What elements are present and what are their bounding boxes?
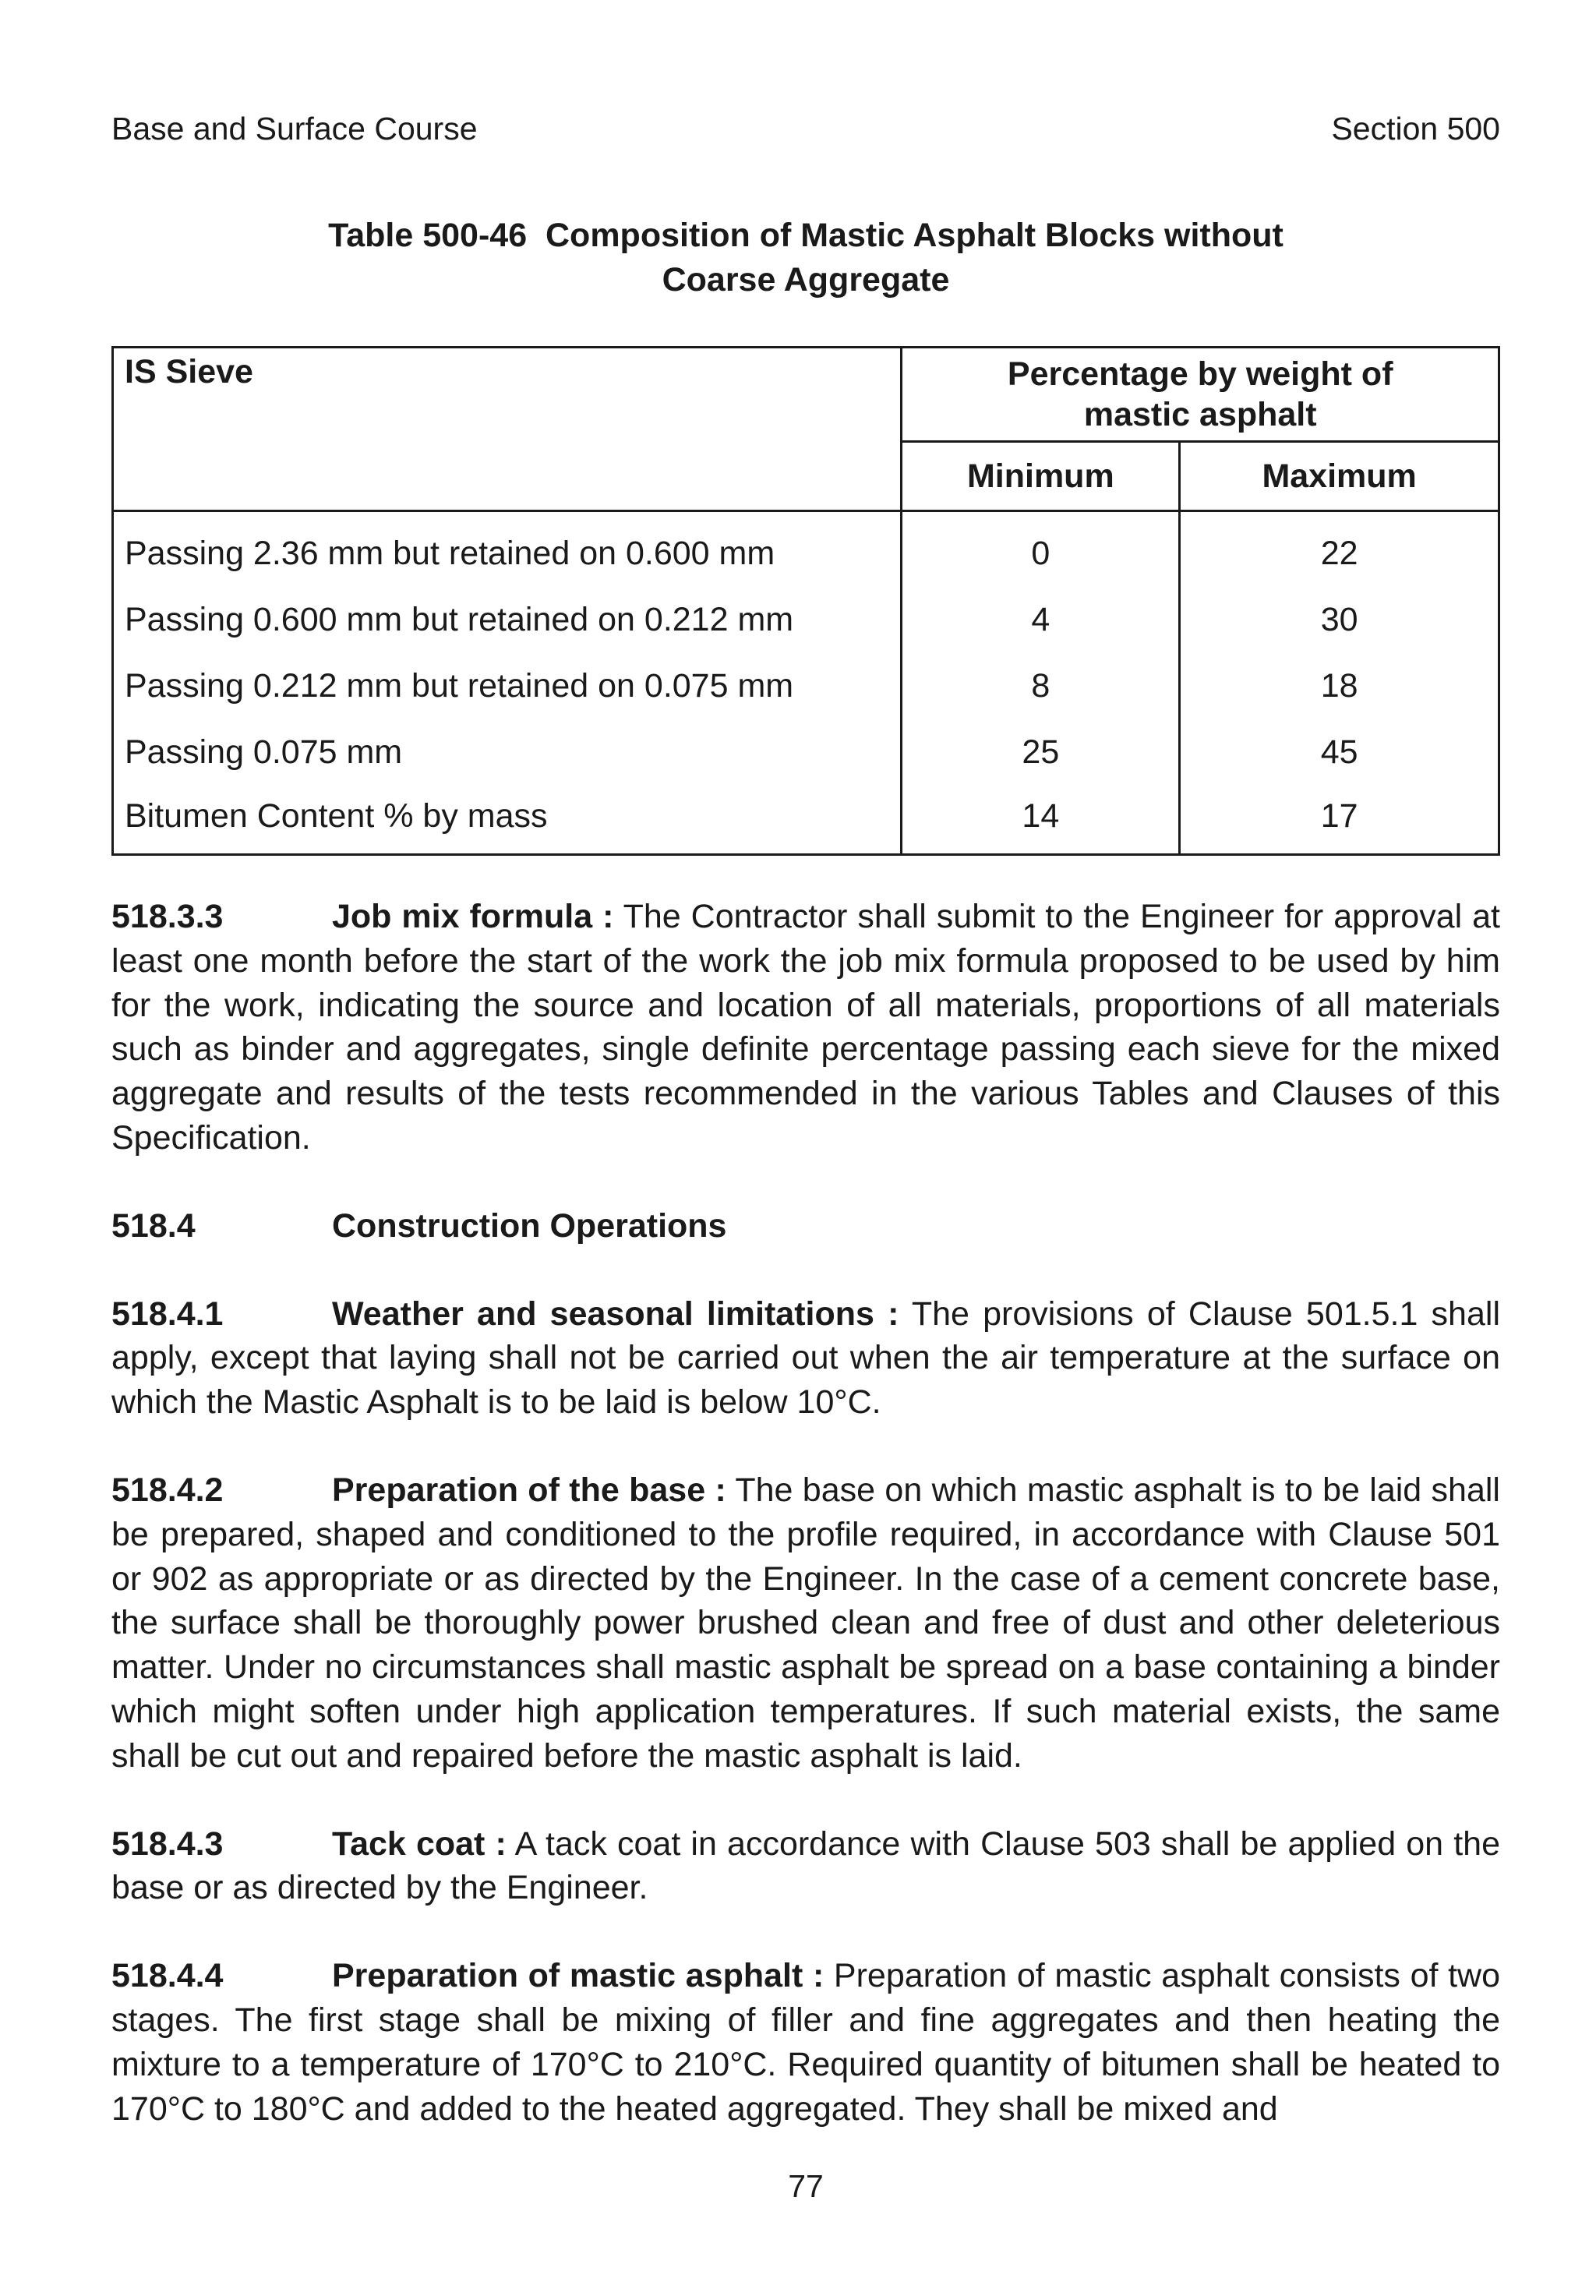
clause-number: 518.4	[111, 1206, 196, 1245]
table-row	[113, 586, 1499, 652]
maximum-cell: 22	[1180, 511, 1499, 587]
maximum-cell: 18	[1180, 652, 1499, 719]
clause-518-4	[111, 1204, 1500, 1249]
clause-title: Construction Operations	[332, 1206, 727, 1245]
composition-table	[111, 346, 1500, 856]
clause-number: 518.4.4	[111, 1957, 224, 1995]
clause-text: The base on which mastic asphalt is to be laid shall be prepared, shaped and conditioned to the profile required, in accordance with Clause 501 or 902 as appropriate or as directed by the Engineer. In the case of a cement concrete base, the surface shall be thoroughly power brushed clean and free of dust and other deleterious matter. Under no circumstances shall mastic asphalt be spread on a base containing a binder which might soften under high application temperatures. If such material exists, the same shall be cut out and repaired before the mastic asphalt is laid.	[111, 1471, 1500, 1775]
maximum-cell: 45	[1180, 719, 1499, 785]
sieve-cell: Passing 0.075 mm	[113, 719, 902, 785]
minimum-cell: 25	[902, 719, 1180, 785]
clause-number: 518.4.1	[111, 1295, 224, 1333]
running-header	[111, 109, 1500, 148]
clause-518-4-4	[111, 1954, 1500, 2131]
minimum-cell: 8	[902, 652, 1180, 719]
column-header-minimum: Minimum	[902, 442, 1180, 511]
clause-title: Job mix formula :	[332, 898, 614, 935]
clause-518-3-3	[111, 895, 1500, 1160]
maximum-cell: 17	[1180, 785, 1499, 855]
clause-title: Tack coat :	[332, 1824, 507, 1863]
minimum-cell: 4	[902, 586, 1180, 652]
clause-text: Preparation of mastic asphalt consists of two stages. The first stage shall be mixing of filler and fine aggregates and then heating the mixture to a temperature of 170°C to 210°C. Required quantity of bitumen shall be heated to 170°C to 180°C and added to the heated aggregated. They shall be mixed and	[111, 1957, 1500, 2128]
minimum-cell: 0	[902, 511, 1180, 587]
table-title	[111, 214, 1500, 302]
clauses-body	[111, 895, 1500, 2174]
clause-518-4-2	[111, 1468, 1500, 1779]
sieve-cell: Passing 0.212 mm but retained on 0.075 mm	[113, 652, 902, 719]
table-row	[113, 719, 1499, 785]
clause-518-4-1	[111, 1292, 1500, 1425]
clause-number: 518.4.3	[111, 1824, 224, 1863]
table-title-line-2: Coarse Aggregate	[662, 261, 950, 298]
table-title-line-1: Table 500-46 Composition of Mastic Asphalt Blocks without	[328, 217, 1284, 254]
table-row	[113, 652, 1499, 719]
maximum-cell: 30	[1180, 586, 1499, 652]
table-header-row	[113, 348, 1499, 442]
clause-text: A tack coat in accordance with Clause 503 shall be applied on the base or as directed by the Engineer.	[111, 1824, 1501, 1907]
clause-title: Preparation of mastic asphalt :	[332, 1957, 824, 1995]
clause-title: Weather and seasonal limitations :	[332, 1295, 899, 1333]
column-header-maximum: Maximum	[1180, 442, 1499, 511]
sieve-cell: Bitumen Content % by mass	[113, 785, 902, 855]
page-number: 77	[788, 2168, 824, 2204]
clause-title: Preparation of the base :	[332, 1471, 726, 1509]
table-row	[113, 511, 1499, 587]
clause-text: The provisions of Clause 501.5.1 shall apply, except that laying shall not be carried out when the air temperature at the surface on which the Mastic Asphalt is to be laid is below 10°C.	[111, 1295, 1500, 1422]
column-header-sieve-label: IS Sieve	[125, 353, 253, 390]
minimum-cell: 14	[902, 785, 1180, 855]
clause-number: 518.3.3	[111, 898, 224, 935]
clause-number: 518.4.2	[111, 1471, 224, 1509]
column-header-percentage	[902, 348, 1499, 442]
sieve-cell: Passing 2.36 mm but retained on 0.600 mm	[113, 511, 902, 587]
clause-text: The Contractor shall submit to the Engineer for approval at least one month before the start of the work the job mix formula proposed to be used by him for the work, indicating the source and location of all materials, proportions of all materials such as binder and aggregates, single definite percentage passing each sieve for the mixed aggregate and results of the tests recommended in the various Tables and Clauses of this Specification.	[111, 898, 1500, 1157]
table-row	[113, 785, 1499, 855]
column-header-sieve	[113, 348, 902, 511]
header-left: Base and Surface Course	[111, 111, 478, 147]
sieve-cell: Passing 0.600 mm but retained on 0.212 mm	[113, 586, 902, 652]
clause-518-4-3	[111, 1822, 1500, 1911]
column-header-percentage-label: Percentage by weight of mastic asphalt	[1007, 355, 1393, 433]
header-right: Section 500	[1331, 111, 1500, 147]
